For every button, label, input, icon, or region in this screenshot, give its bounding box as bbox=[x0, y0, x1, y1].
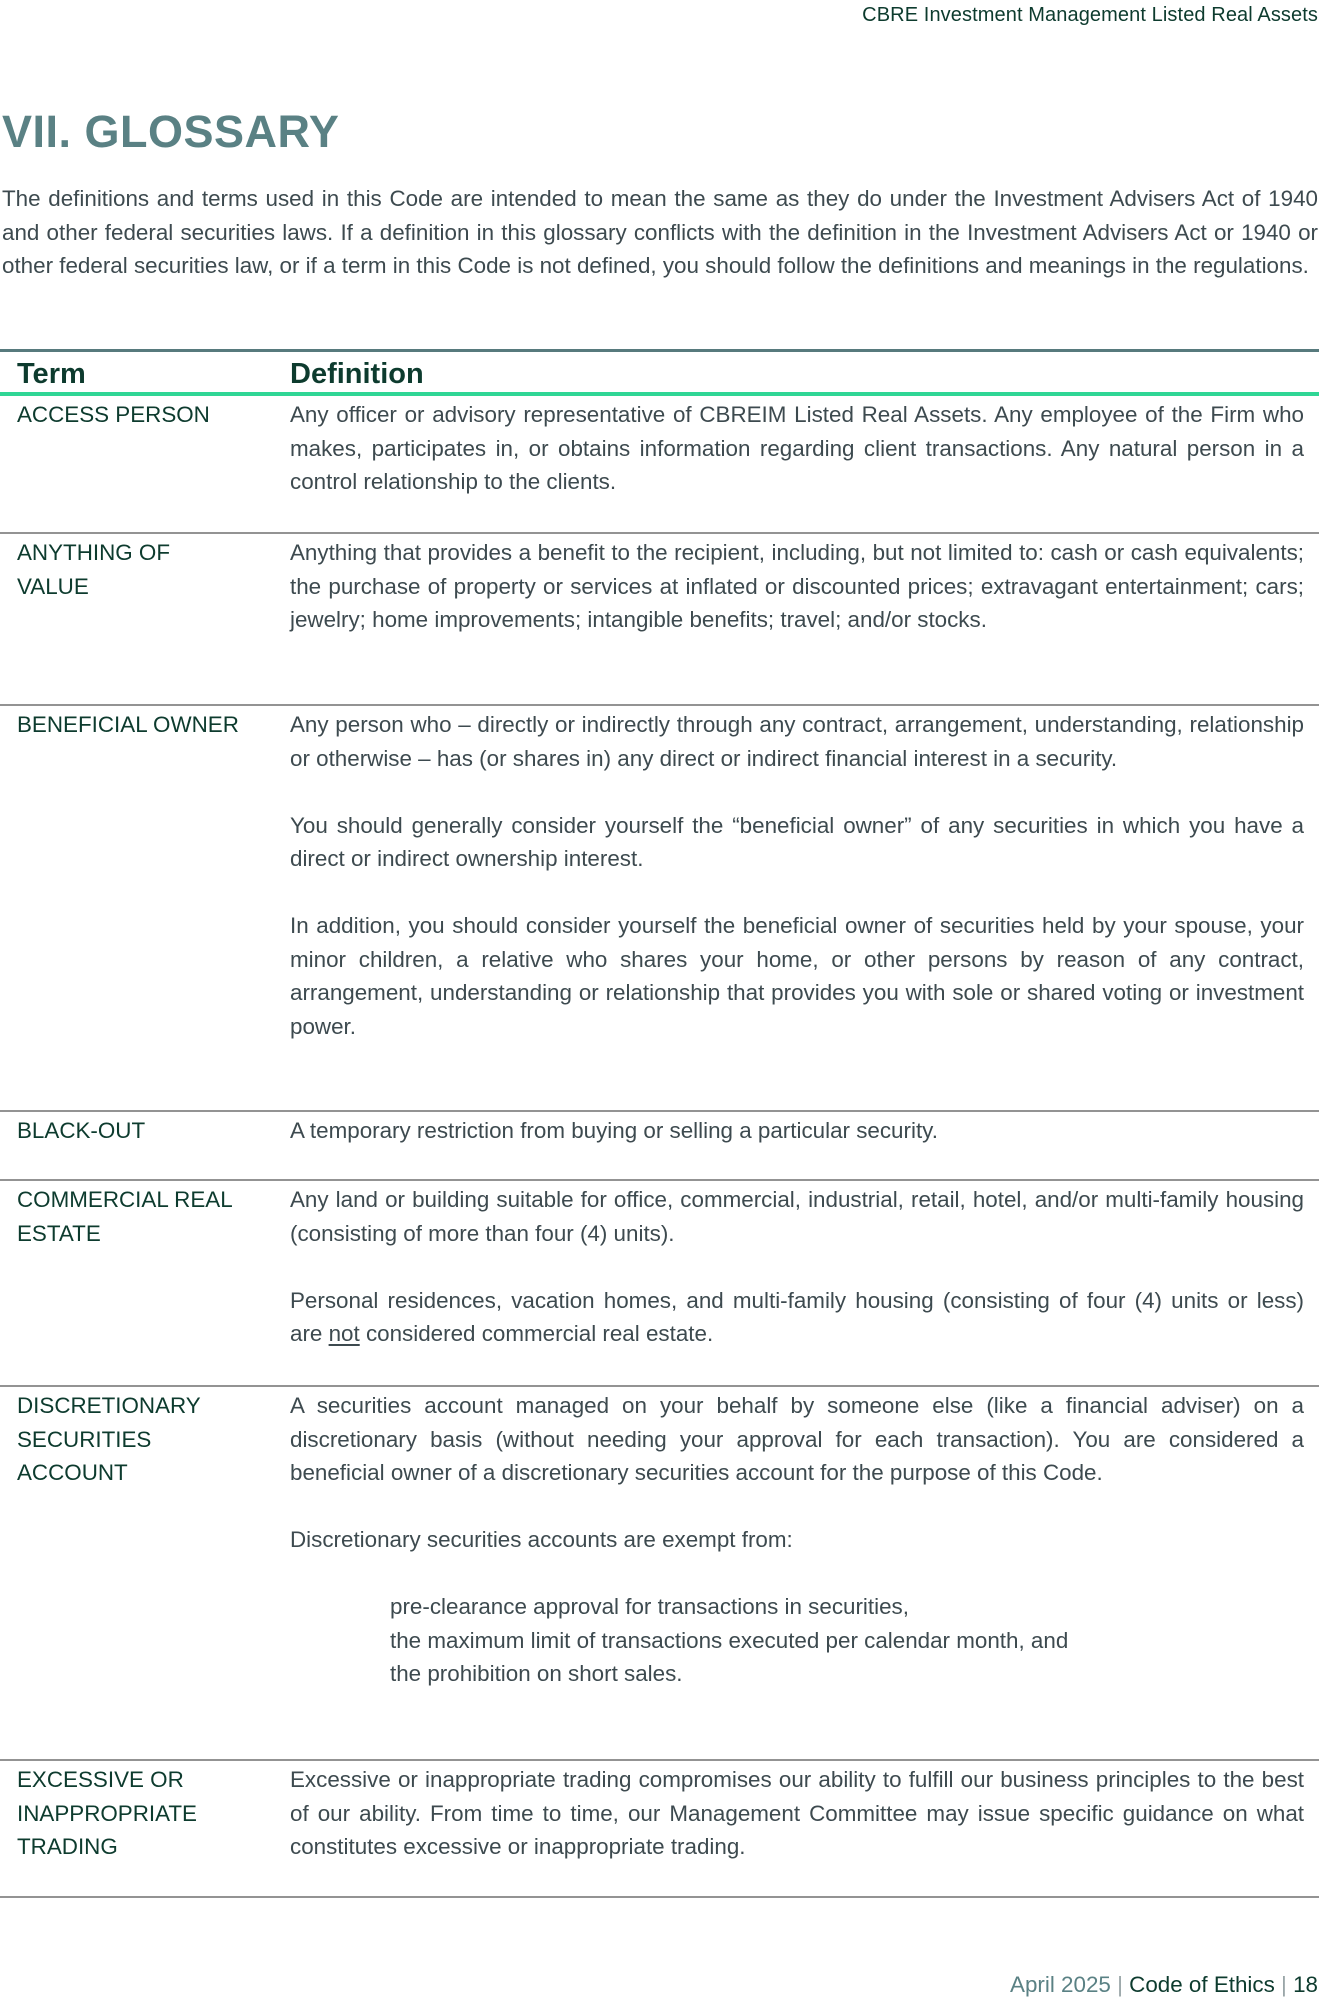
page-footer bbox=[1010, 1972, 1318, 1998]
definition-paragraph: You should generally consider yourself the “beneficial owner” of any securities in which you have a direct or indirect ownership interest. bbox=[290, 812, 1304, 871]
footer-document-title: Code of Ethics bbox=[1129, 1972, 1275, 1997]
table-row bbox=[0, 1387, 1319, 1761]
page-number: 18 bbox=[1293, 1972, 1318, 1997]
term-cell: DISCRETIONARY SECURITIES ACCOUNT bbox=[17, 1393, 201, 1485]
definition-cell bbox=[290, 536, 1304, 704]
table-row bbox=[0, 534, 1319, 706]
column-header-term: Term bbox=[17, 358, 86, 390]
running-header: CBRE Investment Management Listed Real Assets bbox=[862, 4, 1318, 26]
column-header-definition: Definition bbox=[290, 358, 424, 390]
glossary-table bbox=[0, 349, 1319, 1898]
definition-paragraph: Excessive or inappropriate trading compromises our ability to fulfill our business principles to the best of our ability. From time to time, our Management Committee may issue specific guidance on what constitutes excessive or inappropriate trading. bbox=[290, 1767, 1304, 1859]
definition-paragraph: Personal residences, vacation homes, and multi-family housing (consisting of four (4) units or less) are not considered commercial real estate. bbox=[290, 1287, 1304, 1346]
definition-paragraph: Any person who – directly or indirectly through any contract, arrangement, understanding, relationship or otherwise – has (or shares in) any direct or indirect financial interest in a security. bbox=[290, 712, 1304, 771]
table-row bbox=[0, 1761, 1319, 1898]
definition-paragraph: Any land or building suitable for office, commercial, industrial, retail, hotel, and/or multi-family housing (consisting of more than four (4) units). bbox=[290, 1187, 1304, 1246]
term-cell: ACCESS PERSON bbox=[17, 402, 210, 427]
definition-paragraph: A temporary restriction from buying or selling a particular security. bbox=[290, 1118, 938, 1143]
table-header bbox=[0, 352, 1319, 396]
exemption-item: the prohibition on short sales. bbox=[390, 1661, 683, 1686]
definition-cell bbox=[290, 1114, 1304, 1179]
table-row bbox=[0, 1181, 1319, 1387]
definition-paragraph: In addition, you should consider yourself the beneficial owner of securities held by your spouse, your minor children, a relative who shares your home, or other persons by reason of any contract, arrangement, understanding or relationship that provides you with sole or shared voting or investment power. bbox=[290, 913, 1304, 1039]
emphasis-not: not bbox=[328, 1321, 360, 1346]
table-row bbox=[0, 706, 1319, 1112]
definition-paragraph: Anything that provides a benefit to the recipient, including, but not limited to: cash or cash equivalents; the purchase of property or services at inflated or discounted prices; extravagant entertainment; cars; jewelry; home improvements; intangible benefits; travel; and/or stocks. bbox=[290, 540, 1304, 632]
footer-date: April 2025 bbox=[1010, 1972, 1111, 1997]
term-cell: EXCESSIVE OR INAPPROPRIATE TRADING bbox=[17, 1767, 197, 1859]
definition-paragraph: A securities account managed on your behalf by someone else (like a financial adviser) on a discretionary basis (without needing your approval for each transaction). You are considered a beneficial owner of a discretionary securities account for the purpose of this Code. bbox=[290, 1393, 1304, 1485]
page-title: VII. GLOSSARY bbox=[2, 106, 340, 157]
definition-cell bbox=[290, 1183, 1304, 1385]
table-row bbox=[0, 396, 1319, 534]
footer-separator: | bbox=[1117, 1972, 1123, 1997]
exemption-list bbox=[290, 1590, 1304, 1691]
term-cell: COMMERCIAL REAL ESTATE bbox=[17, 1187, 232, 1246]
term-cell: BLACK-OUT bbox=[17, 1118, 146, 1143]
table-row bbox=[0, 1112, 1319, 1181]
exemption-item: pre-clearance approval for transactions in securities, bbox=[390, 1594, 909, 1619]
definition-paragraph: Any officer or advisory representative of CBREIM Listed Real Assets. Any employee of the Firm who makes, participates in, or obtains information regarding client transactions. Any natural person in a control relationship to the clients. bbox=[290, 402, 1304, 494]
definition-cell bbox=[290, 1763, 1304, 1896]
footer-separator: | bbox=[1281, 1972, 1287, 1997]
definition-cell bbox=[290, 708, 1304, 1110]
term-cell: ANYTHING OF VALUE bbox=[17, 540, 171, 599]
definition-paragraph: Discretionary securities accounts are exempt from: bbox=[290, 1527, 793, 1552]
definition-cell bbox=[290, 1389, 1304, 1759]
exemption-item: the maximum limit of transactions executed per calendar month, and bbox=[390, 1627, 1069, 1653]
intro-paragraph: The definitions and terms used in this Code are intended to mean the same as they do under the Investment Advisers Act of 1940 and other federal securities laws. If a definition in this glossary conflicts with the definition in the Investment Advisers Act or 1940 or other federal securities law, or if a term in this Code is not defined, you should follow the definitions and meanings in the regulations. bbox=[2, 186, 1318, 278]
term-cell: BENEFICIAL OWNER bbox=[17, 712, 239, 737]
definition-cell bbox=[290, 398, 1304, 532]
